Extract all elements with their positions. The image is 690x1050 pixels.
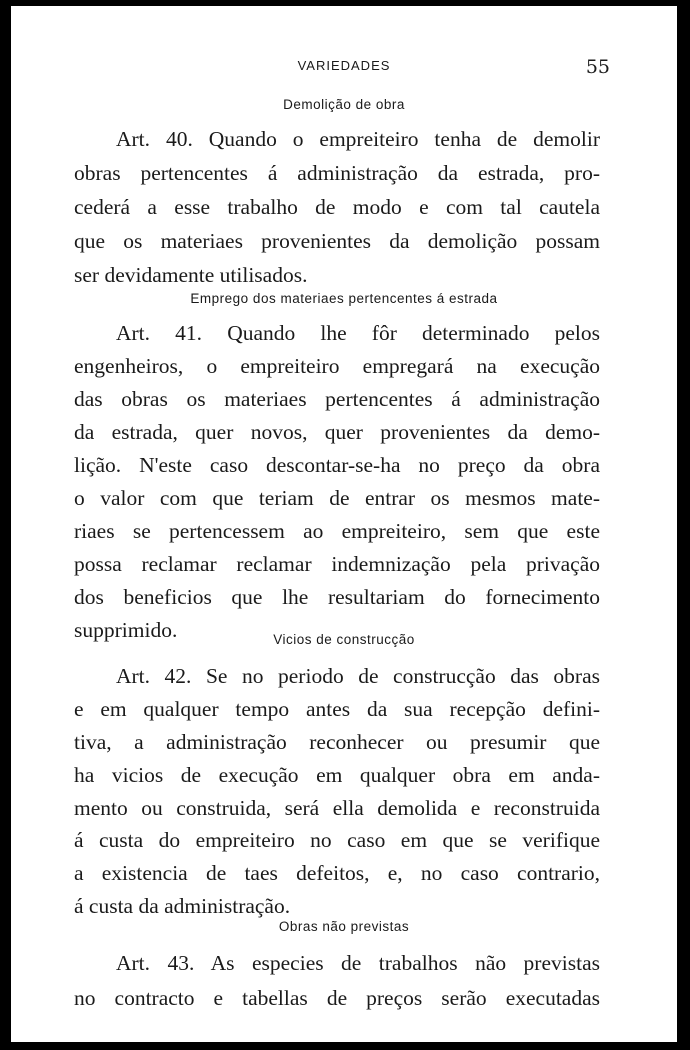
- section-heading-emprego: Emprego dos materiaes pertencentes á estrada: [190, 291, 498, 306]
- text-line: mento ou construida, será ella demolida e reconstruida: [74, 796, 600, 820]
- text-line: possa reclamar reclamar indemnização pela privação: [74, 552, 600, 576]
- text-line: obras pertencentes á administração da estrada, pro-: [74, 161, 600, 185]
- section-heading-demolicao: Demolição de obra: [283, 97, 405, 112]
- text-line: ser devidamente utilisados.: [74, 263, 308, 287]
- text-line: dos beneficios que lhe resultariam do fornecimento: [74, 585, 600, 609]
- text-line: da estrada, quer novos, quer provenientes da demo-: [74, 420, 600, 444]
- text-line: lição. N'este caso descontar-se-ha no preço da obra: [74, 453, 600, 477]
- text-line: Art. 43. As especies de trabalhos não previstas: [116, 951, 600, 975]
- section-heading-obras: Obras não previstas: [278, 919, 410, 934]
- text-line: tiva, a administração reconhecer ou presumir que: [74, 730, 600, 754]
- text-line: á custa da administração.: [74, 894, 291, 918]
- running-head: [11, 58, 677, 78]
- text-line: Art. 40. Quando o empreiteiro tenha de demolir: [116, 127, 600, 151]
- text-line: que os materiaes provenientes da demolição possam: [74, 229, 600, 253]
- text-line: no contracto e tabellas de preços serão executadas: [74, 986, 600, 1010]
- text-line: cederá a esse trabalho de modo e com tal cautela: [74, 195, 600, 219]
- text-line: supprimido.: [74, 618, 178, 642]
- text-line: das obras os materiaes pertencentes á administração: [74, 387, 600, 411]
- book-page: [11, 6, 677, 1042]
- running-title: VARIEDADES: [297, 58, 391, 73]
- text-line: o valor com que teriam de entrar os mesmos mate-: [74, 486, 600, 510]
- text-line: á custa do empreiteiro no caso em que se verifique: [74, 828, 600, 852]
- text-line: e em qualquer tempo antes da sua recepção defini-: [74, 697, 600, 721]
- text-line: Art. 41. Quando lhe fôr determinado pelos: [116, 321, 600, 345]
- text-line: riaes se pertencessem ao empreiteiro, sem que este: [74, 519, 600, 543]
- section-heading-vicios: Vicios de construcção: [273, 632, 415, 647]
- text-line: a existencia de taes defeitos, e, no caso contrario,: [74, 861, 600, 885]
- page-number: 55: [585, 56, 610, 78]
- text-line: ha vicios de execução em qualquer obra em anda-: [74, 763, 600, 787]
- text-line: engenheiros, o empreiteiro empregará na execução: [74, 354, 600, 378]
- text-line: Art. 42. Se no periodo de construcção das obras: [116, 664, 600, 688]
